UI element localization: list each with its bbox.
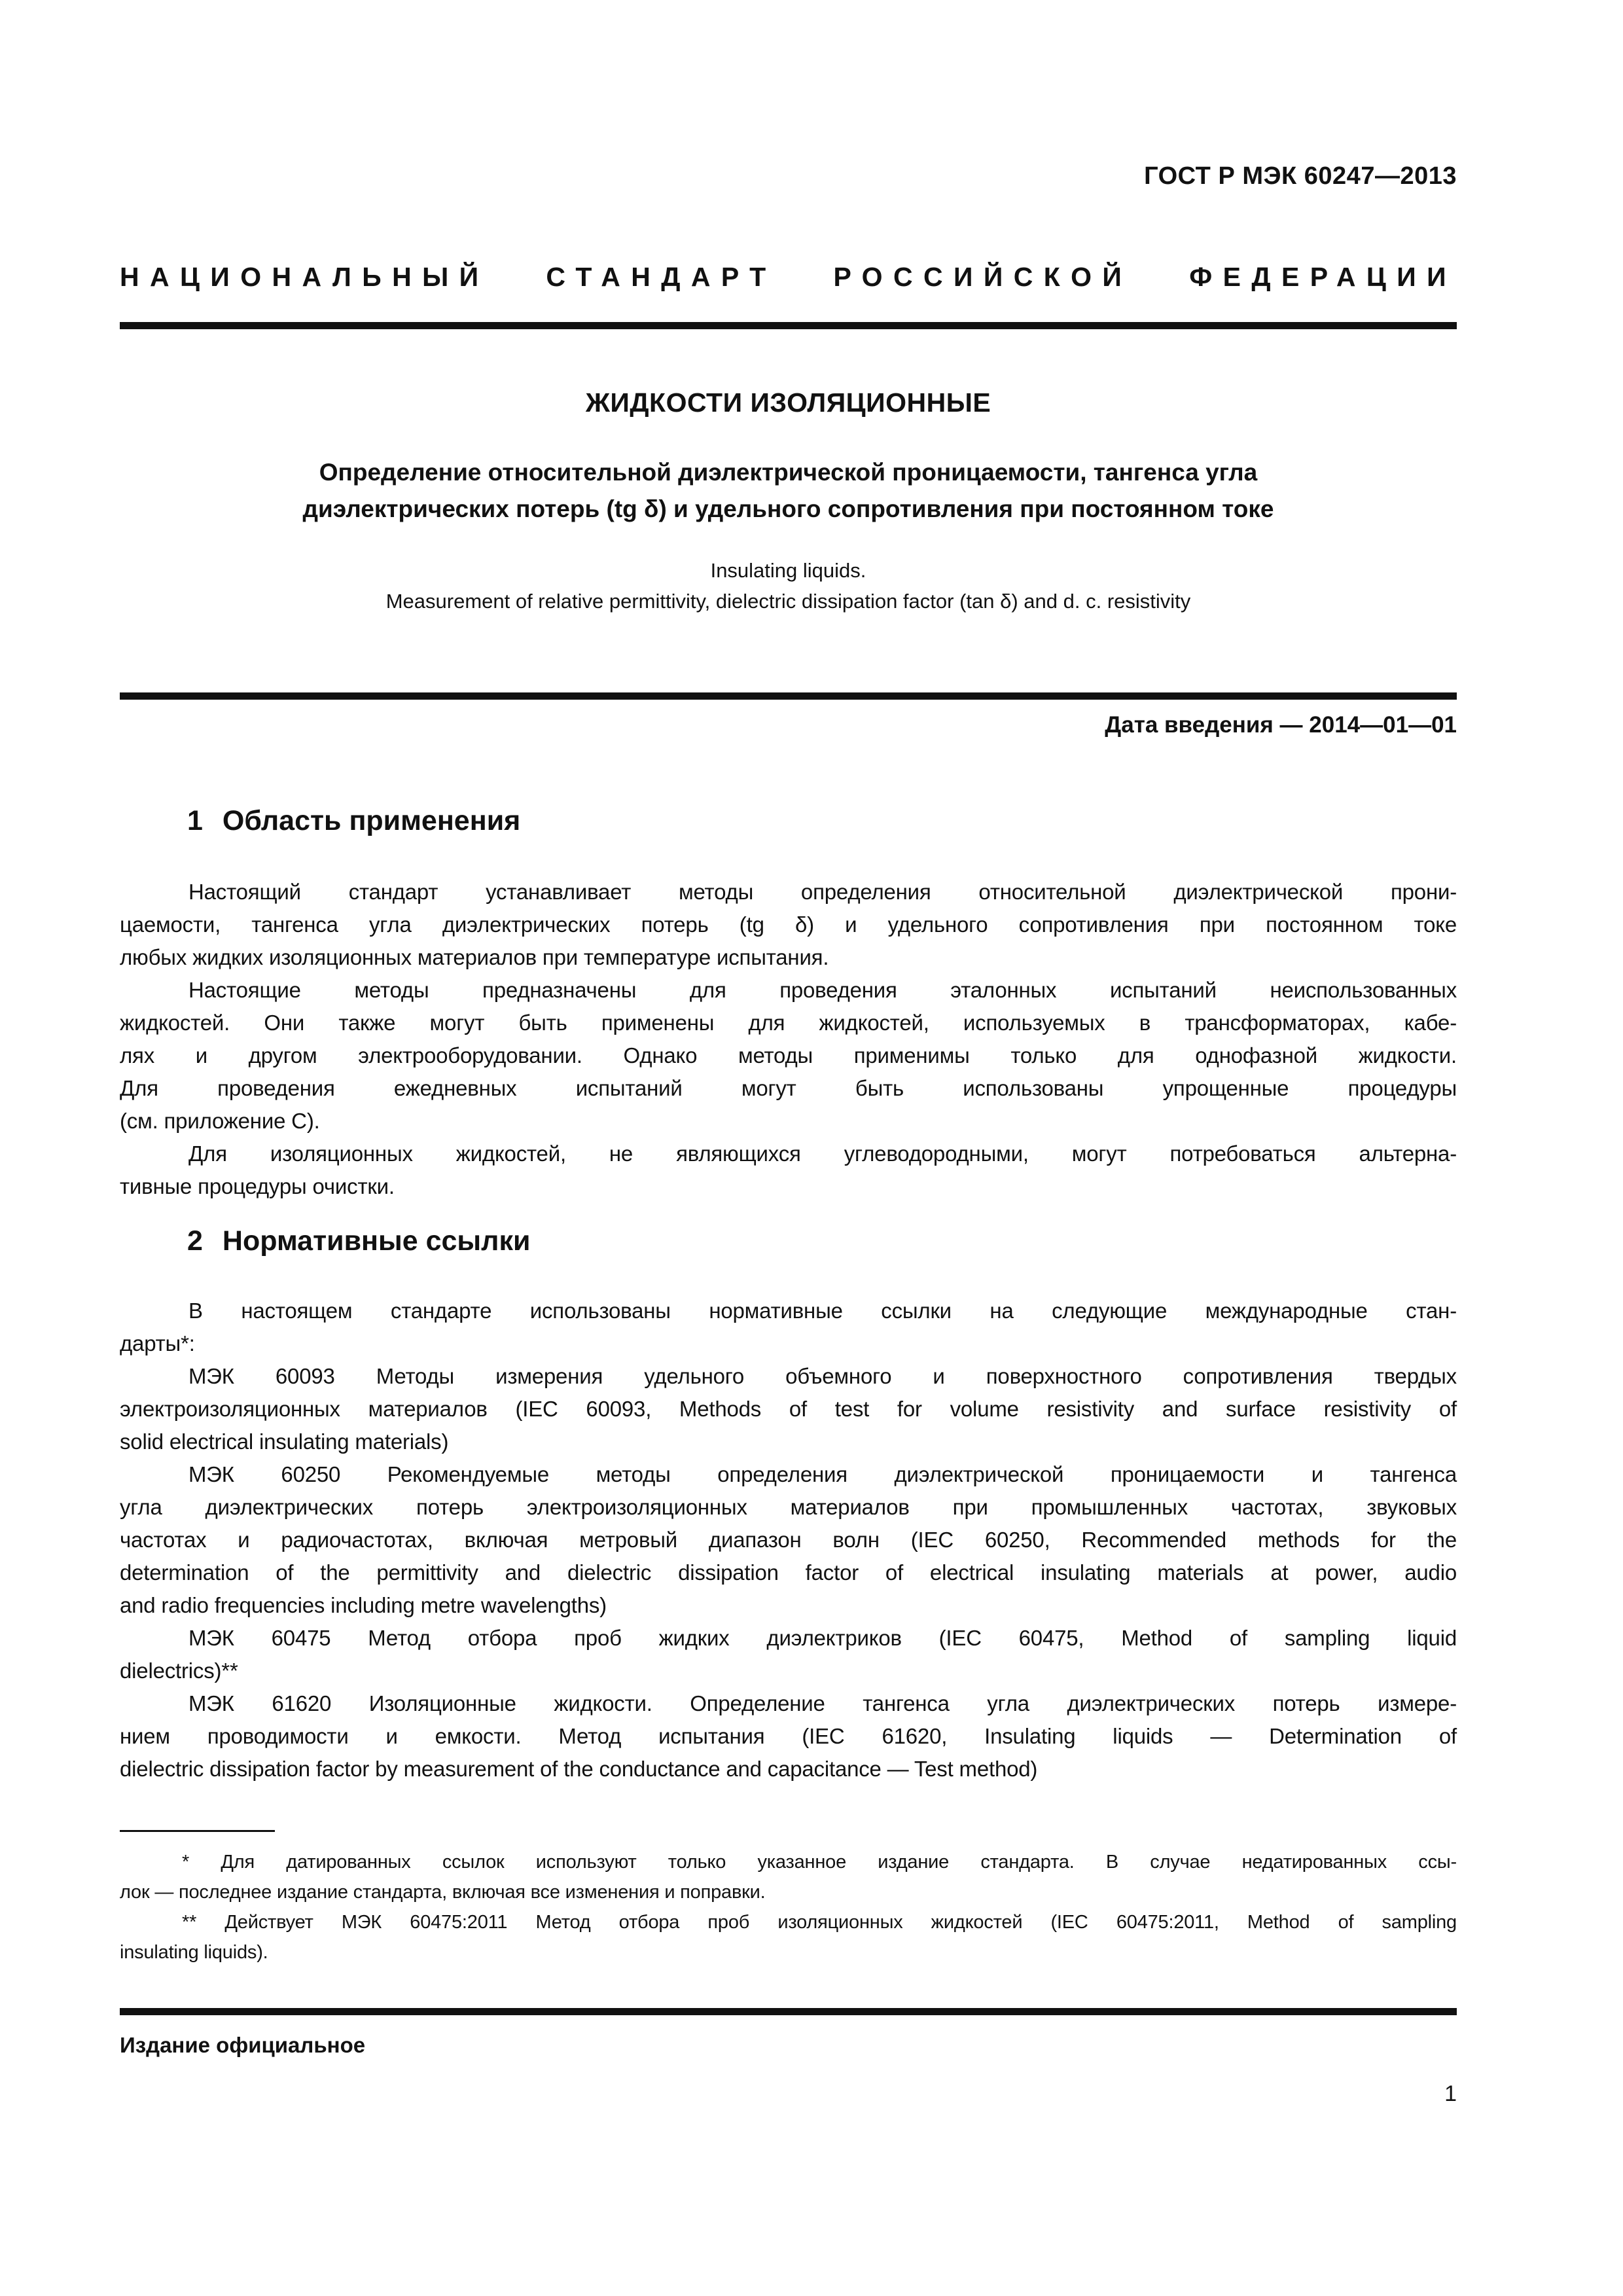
footnotes bbox=[120, 1847, 1457, 1967]
text-line: цаемости, тангенса угла диэлектрических потерь (tg δ) и удельного сопротивления при постоянном токе bbox=[120, 912, 1457, 937]
banner-word: СТАНДАРТ bbox=[546, 262, 777, 292]
edition-note: Издание официальное bbox=[120, 2033, 366, 2057]
divider-rule-date bbox=[120, 692, 1457, 700]
section-2-body bbox=[120, 1295, 1457, 1785]
section-1-heading bbox=[120, 805, 1524, 837]
paragraph bbox=[120, 1622, 1457, 1687]
text-line: Настоящие методы предназначены для проведения эталонных испытаний неиспользованных bbox=[188, 978, 1457, 1002]
text-line: solid electrical insulating materials) bbox=[120, 1429, 449, 1454]
document-code: ГОСТ Р МЭК 60247—2013 bbox=[1144, 162, 1457, 190]
banner-word: РОССИЙСКОЙ bbox=[833, 262, 1133, 292]
text-line: and radio frequencies including metre wavelengths) bbox=[120, 1593, 607, 1617]
footnote-separator bbox=[120, 1830, 275, 1832]
text-line: Measurement of relative permittivity, dielectric dissipation factor (tan δ) and d. c. resistivity bbox=[385, 590, 1191, 613]
section-1-title: Область применения bbox=[222, 805, 521, 836]
text-line: любых жидких изоляционных материалов при температуре испытания. bbox=[120, 945, 829, 969]
text-line: determination of the permittivity and dielectric dissipation factor of electrical insulating materials at power, audio bbox=[120, 1560, 1457, 1585]
text-line: Для изоляционных жидкостей, не являющихся углеводородными, могут потребоваться альтерна- bbox=[188, 1141, 1457, 1166]
page-number: 1 bbox=[1444, 2081, 1457, 2106]
text-line: ** Действует МЭК 60475:2011 Метод отбора проб изоляционных жидкостей (IEC 60475:2011, Method of sampling bbox=[182, 1912, 1457, 1933]
section-2-number: 2 bbox=[187, 1225, 203, 1257]
section-2-title: Нормативные ссылки bbox=[222, 1225, 531, 1257]
document-title: ЖИДКОСТИ ИЗОЛЯЦИОННЫЕ bbox=[585, 387, 991, 418]
section-1-body bbox=[120, 876, 1457, 1203]
paragraph bbox=[120, 1360, 1457, 1458]
text-line: МЭК 60250 Рекомендуемые методы определения диэлектрической проницаемости и тангенса bbox=[188, 1462, 1457, 1486]
text-line: * Для датированных ссылок используют только указанное издание стандарта. В случае недатированных ссы- bbox=[182, 1852, 1457, 1873]
effective-date: Дата введения — 2014—01—01 bbox=[1105, 712, 1457, 738]
text-line: угла диэлектрических потерь электроизоляционных материалов при промышленных частотах, звуковых bbox=[120, 1495, 1457, 1519]
banner-word: НАЦИОНАЛЬНЫЙ bbox=[120, 262, 490, 292]
text-line: dielectrics)** bbox=[120, 1659, 238, 1683]
document-subtitle-ru bbox=[120, 454, 1457, 528]
section-2-heading bbox=[120, 1225, 1524, 1257]
paragraph bbox=[120, 1847, 1457, 1907]
paragraph bbox=[120, 1458, 1457, 1622]
divider-rule-bottom bbox=[120, 2008, 1457, 2015]
text-line: тивные процедуры очистки. bbox=[120, 1174, 395, 1198]
text-line: лок — последнее издание стандарта, включая все изменения и поправки. bbox=[120, 1882, 766, 1903]
paragraph bbox=[120, 1687, 1457, 1785]
paragraph bbox=[120, 1907, 1457, 1967]
section-1-number: 1 bbox=[187, 805, 203, 836]
document-subtitle-en bbox=[120, 555, 1457, 617]
text-line: Определение относительной диэлектрической проницаемости, тангенса угла bbox=[319, 459, 1258, 486]
text-line: нием проводимости и емкости. Метод испытания (IEC 61620, Insulating liquids — Determination of bbox=[120, 1724, 1457, 1748]
paragraph bbox=[120, 876, 1457, 974]
text-line: электроизоляционных материалов (IEC 60093, Methods of test for volume resistivity and surface resistivity of bbox=[120, 1397, 1457, 1421]
text-line: В настоящем стандарте использованы нормативные ссылки на следующие международные стан- bbox=[188, 1299, 1457, 1323]
text-line: диэлектрических потерь (tg δ) и удельного сопротивления при постоянном токе bbox=[302, 495, 1274, 522]
divider-rule-top bbox=[120, 322, 1457, 329]
text-line: Для проведения ежедневных испытаний могут быть использованы упрощенные процедуры bbox=[120, 1076, 1457, 1100]
text-line: лях и другом электрооборудовании. Однако методы применимы только для однофазной жидкости. bbox=[120, 1043, 1457, 1067]
text-line: жидкостей. Они также могут быть применены для жидкостей, используемых в трансформаторах, кабе- bbox=[120, 1011, 1457, 1035]
text-line: частотах и радиочастотах, включая метровый диапазон волн (IEC 60250, Recommended methods for the bbox=[120, 1528, 1457, 1552]
paragraph bbox=[120, 974, 1457, 1138]
text-line: Настоящий стандарт устанавливает методы определения относительной диэлектрической прони- bbox=[188, 880, 1457, 904]
text-line: insulating liquids). bbox=[120, 1942, 268, 1963]
text-line: МЭК 60093 Методы измерения удельного объемного и поверхностного сопротивления твердых bbox=[188, 1364, 1457, 1388]
text-line: Insulating liquids. bbox=[710, 559, 866, 582]
standard-banner bbox=[120, 262, 1457, 293]
text-line: МЭК 60475 Метод отбора проб жидких диэлектриков (IEC 60475, Method of sampling liquid bbox=[188, 1626, 1457, 1650]
text-line: dielectric dissipation factor by measurement of the conductance and capacitance — Test method) bbox=[120, 1757, 1038, 1781]
text-line: МЭК 61620 Изоляционные жидкости. Определение тангенса угла диэлектрических потерь измере- bbox=[188, 1691, 1457, 1715]
text-line: (см. приложение C). bbox=[120, 1109, 320, 1133]
banner-word: ФЕДЕРАЦИИ bbox=[1189, 262, 1457, 292]
paragraph bbox=[120, 1138, 1457, 1203]
paragraph bbox=[120, 1295, 1457, 1360]
text-line: дарты*: bbox=[120, 1331, 195, 1355]
